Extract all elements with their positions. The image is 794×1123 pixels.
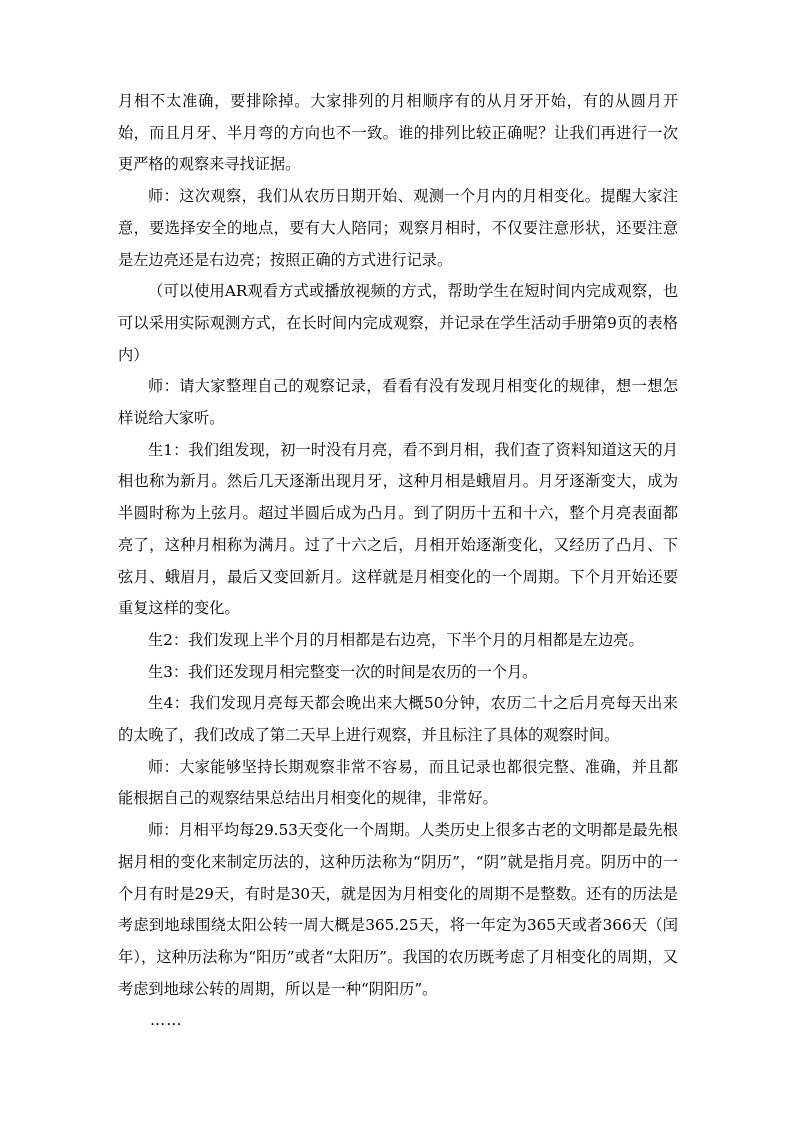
document-body bbox=[118, 86, 678, 1037]
paragraph-student-3: 生3：我们还发现月相完整变一次的时间是农历的一个月。 bbox=[148, 662, 538, 681]
ellipsis: …… bbox=[150, 1011, 183, 1030]
paragraph-note: （可以使用AR观看方式或播放视频的方式，帮助学生在短时间内完成观察，也可以采用实际观测方式，在长时间内完成观察，并记录在学生活动手册第9页的表格内） bbox=[118, 282, 678, 364]
paragraph-student-2: 生2：我们发现上半个月的月相都是右边亮，下半个月的月相都是左边亮。 bbox=[148, 630, 644, 649]
paragraph-teacher-praise: 师：大家能够坚持长期观察非常不容易，而且记录也都很完整、准确，并且都能根据自己的观察结果总结出月相变化的规律，非常好。 bbox=[118, 757, 678, 808]
paragraph-student-4: 生4：我们发现月亮每天都会晚出来大概50分钟，农历二十之后月亮每天出来的太晚了，我们改成了第二天早上进行观察，并且标注了具体的观察时间。 bbox=[118, 694, 678, 745]
paragraph-teacher-calendar: 师：月相平均每29.53天变化一个周期。人类历史上很多古老的文明都是最先根据月相的变化来制定历法的，这种历法称为“阴历”，“阴”就是指月亮。阴历中的一个月有时是29天，有时是30天，就是因为月相变化的周期不是整数。还有的历法是考虑到地球围绕太阳公转一周大概是365.25天，将一年定为365天或者366天（闰年），这种历法称为“阳历”或者“太阳历”。我国的农历既考虑了月相变化的周期，又考虑到地球公转的周期，所以是一种“阴阳历”。 bbox=[118, 821, 678, 998]
paragraph-student-1: 生1：我们组发现，初一时没有月亮，看不到月相，我们查了资料知道这天的月相也称为新月。然后几天逐渐出现月牙，这种月相是蛾眉月。月牙逐渐变大，成为半圆时称为上弦月。超过半圆后成为凸月。到了阴历十五和十六，整个月亮表面都亮了，这种月相称为满月。过了十六之后，月相开始逐渐变化，又经历了凸月、下弦月、蛾眉月，最后又变回新月。这样就是月相变化的一个周期。下个月开始还要重复这样的变化。 bbox=[118, 440, 678, 618]
paragraph-teacher-prompt: 师：请大家整理自己的观察记录，看看有没有发现月相变化的规律，想一想怎样说给大家听。 bbox=[118, 377, 678, 428]
paragraph-teacher-instructions: 师：这次观察，我们从农历日期开始、观测一个月内的月相变化。提醒大家注意，要选择安全的地点，要有大人陪同；观察月相时，不仅要注意形状，还要注意是左边亮还是右边亮；按照正确的方式进行记录。 bbox=[118, 187, 678, 269]
paragraph-intro: 月相不太准确，要排除掉。大家排列的月相顺序有的从月牙开始，有的从圆月开始，而且月牙、半月弯的方向也不一致。谁的排列比较正确呢？让我们再进行一次更严格的观察来寻找证据。 bbox=[118, 92, 678, 174]
